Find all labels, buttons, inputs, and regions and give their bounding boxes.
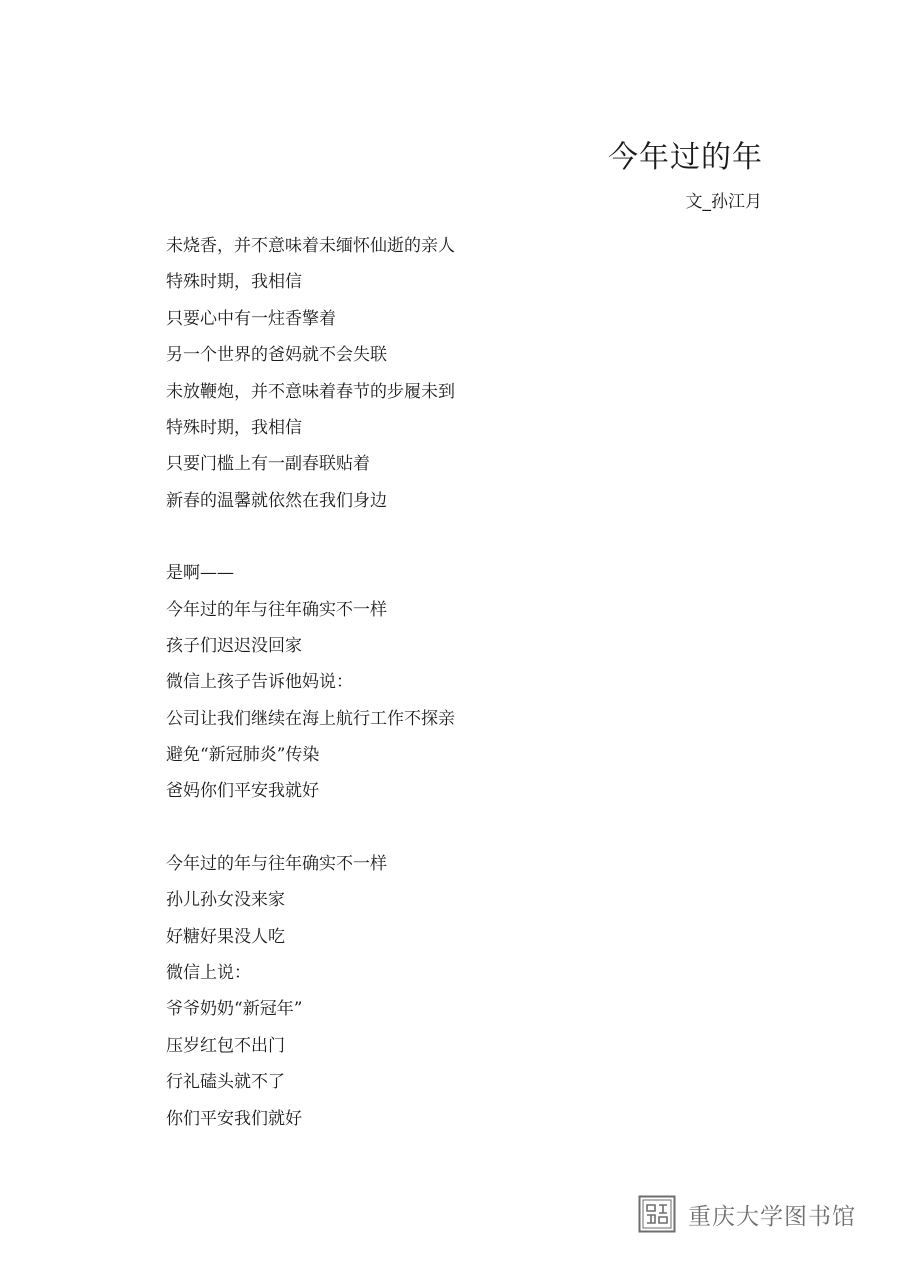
poem-line: 公司让我们继续在海上航行工作不探亲 [166, 708, 455, 729]
poem-line: 孙儿孙女没来家 [166, 890, 285, 911]
poem-line: 行礼磕头就不了 [166, 1072, 285, 1093]
stanza-1 [166, 228, 455, 519]
stanza-3 [166, 846, 455, 1137]
poem-line: 只要心中有一炷香擎着 [166, 308, 336, 329]
poem-line: 另一个世界的爸妈就不会失联 [166, 345, 387, 366]
poem-line: 孩子们迟迟没回家 [166, 635, 302, 656]
poem-line: 爸妈你们平安我就好 [166, 781, 319, 802]
poem-line: 只要门槛上有一副春联贴着 [166, 454, 370, 475]
poem-line: 微信上孩子告诉他妈说： [166, 672, 353, 693]
poem-line: 你们平安我们就好 [166, 1108, 302, 1129]
poem-line: 未放鞭炮，并不意味着春节的步履未到 [166, 381, 455, 402]
poem-line: 是啊—— [166, 563, 234, 584]
poem-line: 今年过的年与往年确实不一样 [166, 853, 387, 874]
poem-line: 好糖好果没人吃 [166, 926, 285, 947]
poem-line: 爷爷奶奶“新冠年” [166, 999, 303, 1020]
library-watermark [638, 1194, 856, 1234]
stanza-2 [166, 555, 455, 810]
poem-line: 今年过的年与往年确实不一样 [166, 599, 387, 620]
poem-author: 文_孙江月 [685, 192, 762, 212]
library-name: 重庆大学图书馆 [688, 1203, 856, 1230]
library-seal-icon [638, 1195, 676, 1233]
poem-line: 避免“新冠肺炎”传染 [166, 745, 320, 766]
poem-line: 压岁红包不出门 [166, 1035, 285, 1056]
poem-line: 特殊时期，我相信 [166, 272, 302, 293]
poem-line: 未烧香，并不意味着未缅怀仙逝的亲人 [166, 236, 455, 256]
poem-line: 特殊时期，我相信 [166, 417, 302, 438]
poem-line: 新春的温馨就依然在我们身边 [166, 490, 387, 511]
poem-title: 今年过的年 [608, 140, 763, 175]
poem-body [166, 228, 455, 1173]
poem-line: 微信上说： [166, 963, 251, 984]
